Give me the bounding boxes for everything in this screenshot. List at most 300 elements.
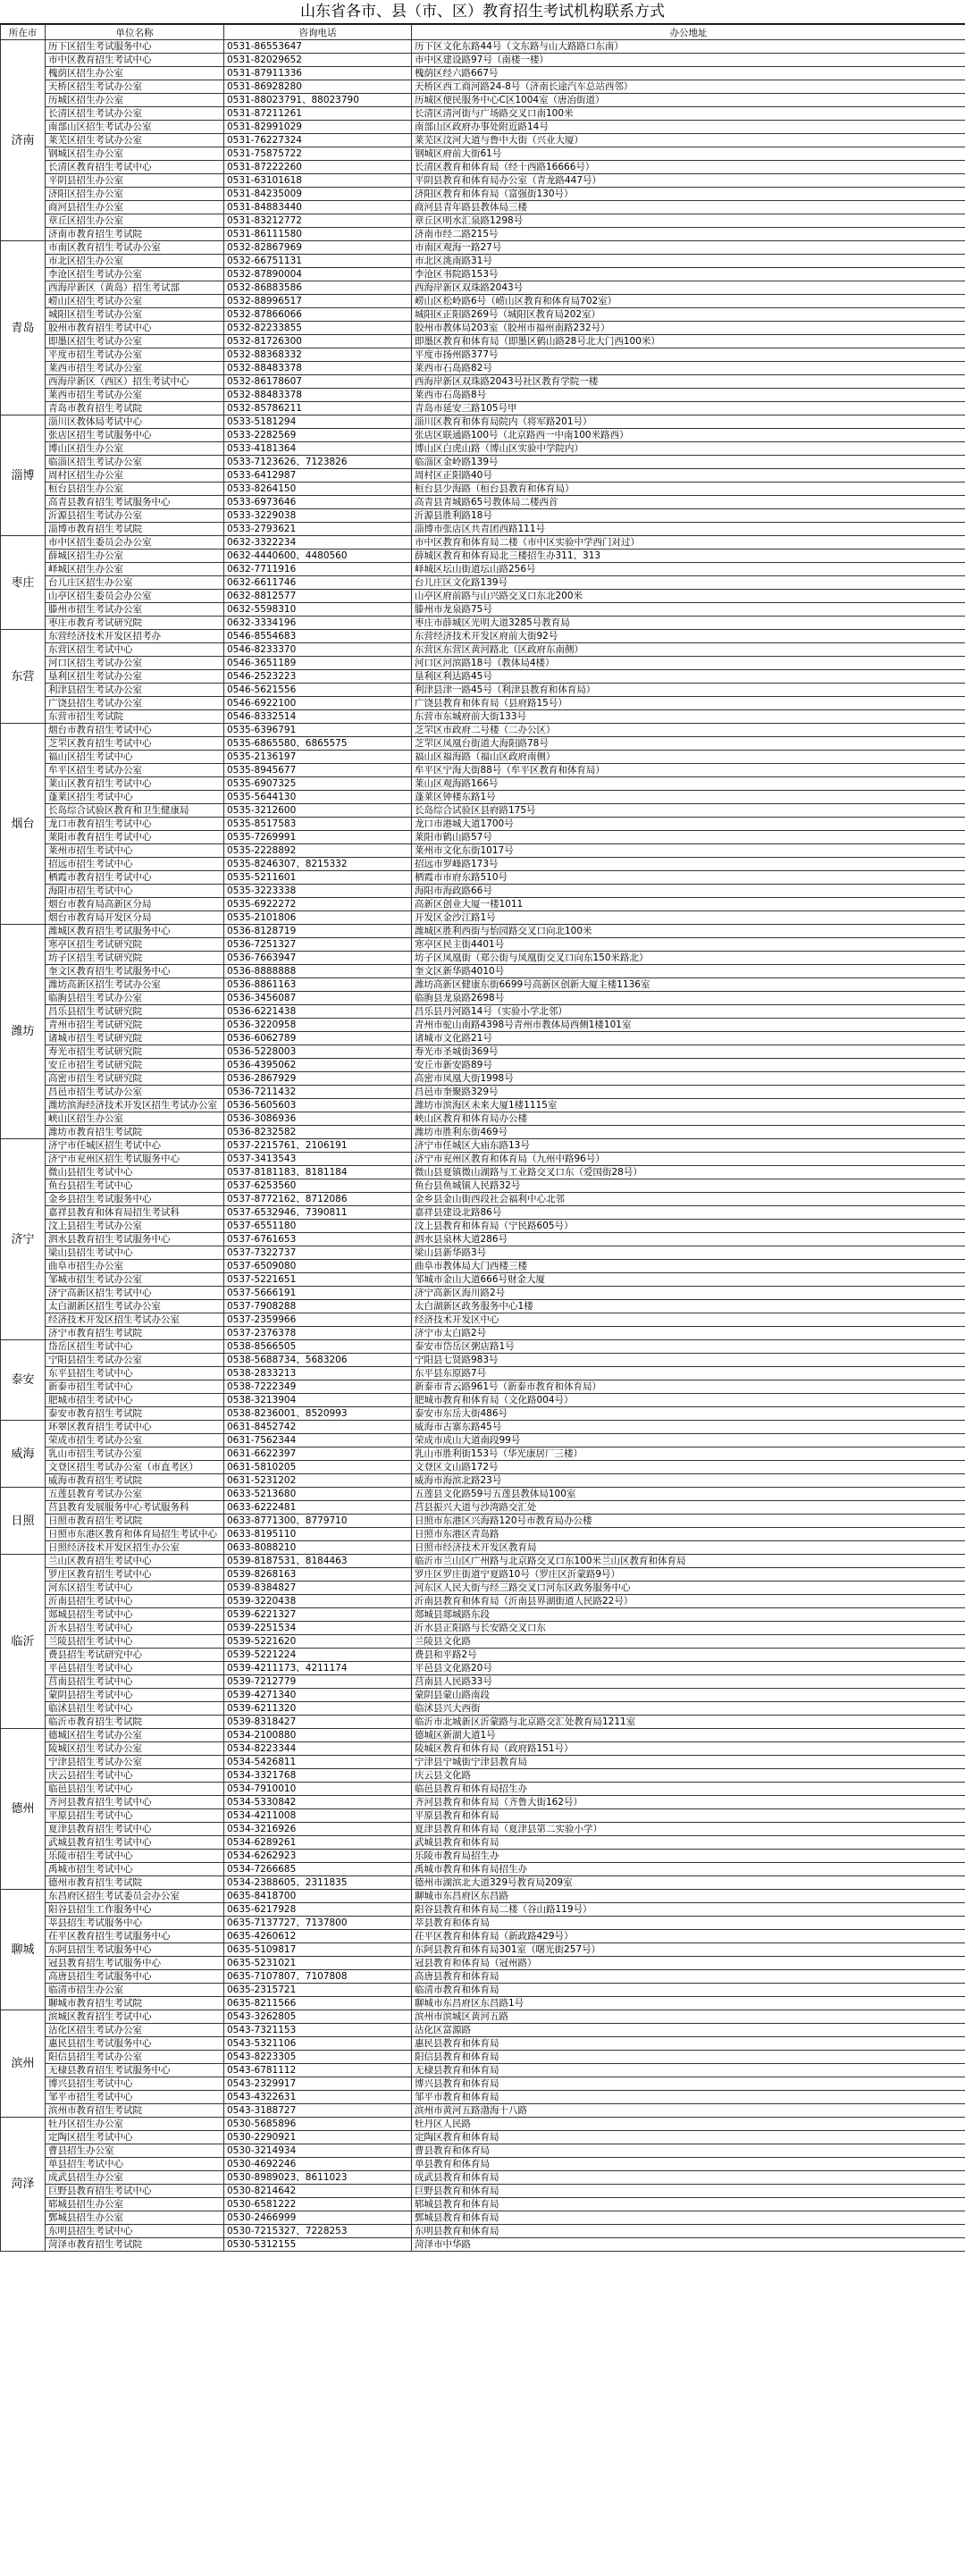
table-row [1,710,965,724]
table-row [1,1769,965,1783]
address-cell: 阳信县教育和体育局 [412,2051,965,2064]
phone-cell: 0536-3220958 [224,1019,412,1032]
unit-name-cell: 陵城区招生考试办公室 [46,1742,224,1756]
unit-name-cell: 天桥区招生考试办公室 [46,80,224,94]
address-cell: 昌乐县丹河路14号（实验小学北邻） [412,1005,965,1019]
unit-name-cell: 日照市东港区教育和体育局招生考试中心 [46,1528,224,1541]
unit-name-cell: 沂南县招生考试中心 [46,1595,224,1608]
unit-name-cell: 高密市招生考试研究院 [46,1072,224,1086]
unit-name-cell: 茌平区教育招生考试服务中心 [46,1930,224,1943]
address-cell: 薛城区教育和体育局北三楼招生办311、313 [412,550,965,563]
table-row [1,871,965,885]
address-cell: 莱州市文化东街1017号 [412,844,965,858]
address-cell: 德州市湖滨北大道329号教育局209室 [412,1876,965,1890]
city-cell: 临沂 [1,1555,46,1729]
unit-name-cell: 德州市教育招生考试院 [46,1876,224,1890]
address-cell: 滨州市滨城区黄河五路 [412,2010,965,2024]
table-row [1,2024,965,2037]
unit-name-cell: 夏津县教育招生考试中心 [46,1823,224,1836]
unit-name-cell: 环翠区教育招生考试中心 [46,1421,224,1434]
phone-cell: 0633-5213680 [224,1488,412,1501]
table-row [1,1354,965,1367]
table-header-row [1,25,965,40]
address-cell: 潍城区胜利西街与怡园路交叉口向北100米 [412,925,965,938]
unit-name-cell: 泰安市教育招生考试院 [46,1407,224,1421]
unit-name-cell: 滕州市招生考试办公室 [46,603,224,617]
address-cell: 巨野县教育和体育局 [412,2185,965,2198]
table-row [1,322,965,335]
table-row [1,1796,965,1809]
table-row [1,777,965,791]
unit-name-cell: 济宁市兖州区招生考试服务中心 [46,1153,224,1166]
phone-cell: 0535-6865580、6865575 [224,737,412,751]
phone-cell: 0537-5221651 [224,1273,412,1287]
address-cell: 淄博市张店区共青团西路111号 [412,523,965,536]
table-row [1,576,965,590]
unit-name-cell: 台儿庄区招生办公室 [46,576,224,590]
address-cell: 莒县振兴大道与沙湾路交汇处 [412,1501,965,1515]
unit-name-cell: 成武县招生办公室 [46,2171,224,2185]
phone-cell: 0533-8264150 [224,482,412,496]
table-row [1,804,965,818]
unit-name-cell: 西海岸新区（西区）招生考试中心 [46,375,224,389]
address-cell: 张店区联通路100号（北京路西一中南100米路西） [412,429,965,442]
address-cell: 鱼台县鱼城镇人民路32号 [412,1179,965,1193]
table-row [1,1327,965,1340]
table-row [1,1555,965,1568]
unit-name-cell: 济宁市教育招生考试院 [46,1327,224,1340]
table-row [1,1501,965,1515]
phone-cell: 0546-8554683 [224,630,412,643]
phone-cell: 0534-6289261 [224,1836,412,1850]
phone-cell: 0532-87866066 [224,308,412,322]
address-cell: 河口区河滨路18号（教体局4楼） [412,657,965,670]
address-cell: 垦利区利达路45号 [412,670,965,684]
unit-name-cell: 梁山县招生考试中心 [46,1246,224,1260]
unit-name-cell: 平原县招生考试中心 [46,1809,224,1823]
unit-name-cell: 太白湖新区招生考试办公室 [46,1300,224,1313]
phone-cell: 0530-2466999 [224,2211,412,2225]
table-row [1,54,965,67]
table-row [1,1246,965,1260]
phone-cell: 0539-8268163 [224,1568,412,1582]
address-cell: 峄城区坛山街道坛山路256号 [412,563,965,576]
address-cell: 潍坊市滨海区未来大厦1楼1115室 [412,1099,965,1112]
table-row [1,482,965,496]
table-row [1,1957,965,1970]
table-row [1,1394,965,1407]
phone-cell: 0539-8384827 [224,1582,412,1595]
table-row [1,523,965,536]
phone-cell: 0537-7322737 [224,1246,412,1260]
unit-name-cell: 潍坊市教育招生考试院 [46,1126,224,1139]
address-cell: 汶上县教育和体育局（宁民路605号） [412,1220,965,1233]
address-cell: 峡山区教育和体育局办公楼 [412,1112,965,1126]
unit-name-cell: 莱西市招生考试办公室 [46,362,224,375]
table-row [1,161,965,174]
unit-name-cell: 龙口市教育招生考试中心 [46,818,224,831]
phone-cell: 0543-3262805 [224,2010,412,2024]
address-cell: 平原县教育和体育局 [412,1809,965,1823]
phone-cell: 0539-4271340 [224,1689,412,1702]
address-cell: 邹城市金山大道666号财金大厦 [412,1273,965,1287]
address-cell: 芝罘区凤凰台街道大海阳路78号 [412,737,965,751]
address-cell: 奎文区新华路4010号 [412,965,965,978]
address-cell: 郓城县教育和体育局 [412,2198,965,2211]
table-row [1,1005,965,1019]
address-cell: 长岛综合试验区县府路175号 [412,804,965,818]
unit-name-cell: 沾化区招生考试办公室 [46,2024,224,2037]
city-cell: 淄博 [1,415,46,536]
address-cell: 日照市东港区兴海路120号市教育局办公楼 [412,1515,965,1528]
table-row [1,603,965,617]
address-cell: 冠县教育和体育局（冠州路） [412,1957,965,1970]
unit-name-cell: 五莲县教育考试办公室 [46,1488,224,1501]
unit-name-cell: 莱州市招生考试中心 [46,844,224,858]
table-row [1,1568,965,1582]
table-row [1,1367,965,1380]
table-row [1,1434,965,1447]
unit-name-cell: 历下区招生考试服务中心 [46,40,224,54]
table-row [1,751,965,764]
unit-name-cell: 乐陵市招生考试中心 [46,1850,224,1863]
table-row [1,1528,965,1541]
phone-cell: 0632-5598310 [224,603,412,617]
phone-cell: 0537-5666191 [224,1287,412,1300]
table-row [1,2051,965,2064]
address-cell: 夏津县教育和体育局（夏津县第二实验小学） [412,1823,965,1836]
table-row [1,402,965,415]
phone-cell: 0543-4322631 [224,2091,412,2104]
address-cell: 肥城市教育和体育局（文化路004号） [412,1394,965,1407]
table-row [1,1541,965,1555]
address-cell: 东明县教育和体育局 [412,2225,965,2238]
phone-cell: 0534-3216926 [224,1823,412,1836]
unit-name-cell: 宁阳县招生考试办公室 [46,1354,224,1367]
address-cell: 无棣县教育和体育局 [412,2064,965,2077]
unit-name-cell: 邹城市招生考试办公室 [46,1273,224,1287]
table-row [1,818,965,831]
unit-name-cell: 牡丹区招生办公室 [46,2118,224,2131]
phone-cell: 0635-5231021 [224,1957,412,1970]
unit-name-cell: 莱西市招生考试办公室 [46,389,224,402]
phone-cell: 0534-2100880 [224,1729,412,1742]
address-cell: 费县和平路2号 [412,1649,965,1662]
phone-cell: 0543-2329917 [224,2077,412,2091]
unit-name-cell: 峡山区招生办公室 [46,1112,224,1126]
address-cell: 济宁市太白路2号 [412,1327,965,1340]
unit-name-cell: 阳信县招生考试办公室 [46,2051,224,2064]
unit-name-cell: 临邑县招生考试中心 [46,1783,224,1796]
address-cell: 太白湖新区政务服务中心1楼 [412,1300,965,1313]
table-row [1,1582,965,1595]
phone-cell: 0533-4181364 [224,442,412,456]
address-cell: 聊城市东昌府区东昌路1号 [412,1997,965,2010]
unit-name-cell: 烟台市教育招生考试中心 [46,724,224,737]
table-row [1,509,965,523]
phone-cell: 0537-8772162、8712086 [224,1193,412,1206]
phone-cell: 0530-4692246 [224,2158,412,2171]
address-cell: 莒南县人民路33号 [412,1675,965,1689]
phone-cell: 0536-2867929 [224,1072,412,1086]
table-row [1,1193,965,1206]
table-row [1,643,965,657]
table-row [1,1139,965,1153]
table-row [1,415,965,429]
table-row [1,1850,965,1863]
address-cell: 牟平区宁海大街88号（牟平区教育和体育局） [412,764,965,777]
phone-cell: 0531-86928280 [224,80,412,94]
unit-name-cell: 长清区招生考试办公室 [46,107,224,121]
phone-cell: 0632-7711916 [224,563,412,576]
phone-cell: 0633-8771300、8779710 [224,1515,412,1528]
address-cell: 寒亭区民主街4401号 [412,938,965,952]
unit-name-cell: 昌邑市招生考试办公室 [46,1086,224,1099]
table-row [1,1809,965,1823]
unit-name-cell: 鄄城县招生办公室 [46,2211,224,2225]
phone-cell: 0533-6973646 [224,496,412,509]
phone-cell: 0631-7562344 [224,1434,412,1447]
unit-name-cell: 蓬莱区招生考试中心 [46,791,224,804]
table-row [1,1019,965,1032]
address-cell: 高密市凤凰大街1998号 [412,1072,965,1086]
address-cell: 泰安市岱岳区粥店路1号 [412,1340,965,1354]
city-cell: 枣庄 [1,536,46,630]
phone-cell: 0635-7137727、7137800 [224,1917,412,1930]
table-row [1,563,965,576]
address-cell: 槐荫区经六路667号 [412,67,965,80]
phone-cell: 0539-8318427 [224,1716,412,1729]
phone-cell: 0536-6062789 [224,1032,412,1045]
address-cell: 长清区教育和体育局（经十西路16666号） [412,161,965,174]
table-row [1,94,965,107]
table-row [1,1166,965,1179]
table-row [1,1313,965,1327]
unit-name-cell: 新泰市招生考试中心 [46,1380,224,1394]
address-cell: 滕州市龙泉路75号 [412,603,965,617]
phone-cell: 0543-8223305 [224,2051,412,2064]
phone-cell: 0543-7321153 [224,2024,412,2037]
phone-cell: 0539-3220438 [224,1595,412,1608]
phone-cell: 0537-7908288 [224,1300,412,1313]
unit-name-cell: 临沭县招生考试中心 [46,1702,224,1716]
unit-name-cell: 招远市招生考试中心 [46,858,224,871]
phone-cell: 0536-6221438 [224,1005,412,1019]
unit-name-cell: 日照市教育招生考试院 [46,1515,224,1528]
address-cell: 历下区文化东路44号（文东路与山大路路口东南） [412,40,965,54]
unit-name-cell: 平度市招生考试办公室 [46,348,224,362]
table-row [1,107,965,121]
table-row [1,1474,965,1488]
address-cell: 滨州市黄河五路渤海十八路 [412,2104,965,2118]
table-row [1,590,965,603]
header-address: 办公地址 [412,25,965,40]
address-cell: 莘县教育和体育局 [412,1917,965,1930]
table-row [1,1783,965,1796]
phone-cell: 0534-3321768 [224,1769,412,1783]
unit-name-cell: 奎文区教育招生考试服务中心 [46,965,224,978]
phone-cell: 0535-6907325 [224,777,412,791]
address-cell: 兰陵县文化路 [412,1635,965,1649]
phone-cell: 0530-3214934 [224,2144,412,2158]
table-row [1,2171,965,2185]
header-phone: 咨询电话 [224,25,412,40]
table-row [1,2037,965,2051]
phone-cell: 0531-84883440 [224,201,412,214]
table-row [1,670,965,684]
address-cell: 博兴县教育和体育局 [412,2077,965,2091]
address-cell: 广饶县教育和体育局（县府路15号） [412,697,965,710]
table-row [1,952,965,965]
phone-cell: 0537-6509080 [224,1260,412,1273]
address-cell: 沾化区富源路 [412,2024,965,2037]
table-row [1,858,965,871]
phone-cell: 0530-8989023、8611023 [224,2171,412,2185]
address-cell: 东营市东城府前大街133号 [412,710,965,724]
phone-cell: 0538-8566505 [224,1340,412,1354]
phone-cell: 0536-7211432 [224,1086,412,1099]
address-cell: 牡丹区人民路 [412,2118,965,2131]
table-row [1,684,965,697]
phone-cell: 0531-76227324 [224,134,412,147]
phone-cell: 0531-86111580 [224,228,412,241]
phone-cell: 0532-82233855 [224,322,412,335]
unit-name-cell: 东营经济技术开发区招考办 [46,630,224,643]
phone-cell: 0537-8181183、8181184 [224,1166,412,1179]
address-cell: 平邑县文化路20号 [412,1662,965,1675]
address-cell: 博山区白虎山路（博山区实验中学院内） [412,442,965,456]
address-cell: 金乡县金山街西段社会福利中心北邻 [412,1193,965,1206]
city-cell: 青岛 [1,241,46,415]
table-row [1,1917,965,1930]
phone-cell: 0539-8187531、8184463 [224,1555,412,1568]
phone-cell: 0532-88996517 [224,295,412,308]
address-cell: 乳山市胜利街153号（华光康居厂三楼） [412,1447,965,1461]
phone-cell: 0536-7663947 [224,952,412,965]
address-cell: 利津县津一路45号（利津县教育和体育局） [412,684,965,697]
table-row [1,1595,965,1608]
table-row [1,1126,965,1139]
phone-cell: 0632-3322234 [224,536,412,550]
address-cell: 历城区便民服务中心C区1004室（唐冶街道） [412,94,965,107]
unit-name-cell: 东阿县招生考试服务中心 [46,1943,224,1957]
unit-name-cell: 垦利区招生考试办公室 [46,670,224,684]
table-row [1,2118,965,2131]
unit-name-cell: 冠县教育招生考试服务中心 [46,1957,224,1970]
table-row [1,1447,965,1461]
phone-cell: 0535-2101806 [224,911,412,925]
address-cell: 威海市海滨北路23号 [412,1474,965,1488]
address-cell: 开发区金沙江路1号 [412,911,965,925]
address-cell: 福山区福海路（福山区政府南侧） [412,751,965,764]
phone-cell: 0532-88368332 [224,348,412,362]
table-row [1,2091,965,2104]
table-row [1,550,965,563]
unit-name-cell: 张店区招生考试服务中心 [46,429,224,442]
address-cell: 莱山区观海路166号 [412,777,965,791]
unit-name-cell: 诸城市招生考试研究院 [46,1032,224,1045]
table-row [1,764,965,777]
phone-cell: 0534-7266685 [224,1863,412,1876]
table-row [1,536,965,550]
table-row [1,724,965,737]
address-cell: 章丘区明水汇泉路1298号 [412,214,965,228]
unit-name-cell: 鱼台县招生考试中心 [46,1179,224,1193]
address-cell: 乐陵市教育局招生办 [412,1850,965,1863]
table-row [1,617,965,630]
phone-cell: 0533-3229038 [224,509,412,523]
address-cell: 临朐县龙泉路2698号 [412,992,965,1005]
address-cell: 蓬莱区钟楼东路1号 [412,791,965,804]
unit-name-cell: 高唐县招生考试服务中心 [46,1970,224,1984]
address-cell: 山亭区府前路与山兴路交叉口东北200米 [412,590,965,603]
table-row [1,1287,965,1300]
phone-cell: 0534-7910010 [224,1783,412,1796]
address-cell: 东平县东原路7号 [412,1367,965,1380]
address-cell: 济宁市兖州区教育和体育局（九州中路96号） [412,1153,965,1166]
unit-name-cell: 市中区招生委员会办公室 [46,536,224,550]
address-cell: 临淄区金岭路139号 [412,456,965,469]
phone-cell: 0635-2315721 [224,1984,412,1997]
unit-name-cell: 安丘市招生考试研究院 [46,1059,224,1072]
table-row [1,188,965,201]
phone-cell: 0543-5321106 [224,2037,412,2051]
table-row [1,697,965,710]
phone-cell: 0538-2833213 [224,1367,412,1380]
address-cell: 招远市罗峰路173号 [412,858,965,871]
phone-cell: 0531-87211261 [224,107,412,121]
table-row [1,1716,965,1729]
address-cell: 市南区观海一路27号 [412,241,965,255]
unit-name-cell: 市北区招生办公室 [46,255,224,268]
phone-cell: 0539-4211173、4211174 [224,1662,412,1675]
address-cell: 宁津县宁城街宁津县教育局 [412,1756,965,1769]
phone-cell: 0533-2793621 [224,523,412,536]
phone-cell: 0532-87890004 [224,268,412,281]
unit-name-cell: 市中区教育招生考试中心 [46,54,224,67]
phone-cell: 0546-2523223 [224,670,412,684]
address-cell: 寿光市圣城街369号 [412,1045,965,1059]
table-row [1,885,965,898]
table-row [1,1153,965,1166]
unit-name-cell: 兰山区教育招生考试中心 [46,1555,224,1568]
unit-name-cell: 芝罘区教育招生考试中心 [46,737,224,751]
table-row [1,1045,965,1059]
address-cell: 即墨区教育和体育局（即墨区鹤山路28号北大门西100米） [412,335,965,348]
table-row [1,1890,965,1903]
phone-cell: 0631-6622397 [224,1447,412,1461]
table-row [1,1273,965,1287]
table-row [1,1032,965,1045]
phone-cell: 0536-8232582 [224,1126,412,1139]
address-cell: 临沂市兰山区广州路与北京路交叉口东100米兰山区教育和体育局 [412,1555,965,1568]
unit-name-cell: 福山区招生考试中心 [46,751,224,764]
phone-cell: 0534-6262923 [224,1850,412,1863]
table-row [1,1086,965,1099]
phone-cell: 0537-6253560 [224,1179,412,1193]
table-row [1,174,965,188]
unit-name-cell: 兰陵县招生考试中心 [46,1635,224,1649]
address-cell: 威海市古寨东路45号 [412,1421,965,1434]
phone-cell: 0539-5221620 [224,1635,412,1649]
unit-name-cell: 潍坊滨海经济技术开发区招生考试办公室 [46,1099,224,1112]
table-row [1,1943,965,1957]
unit-name-cell: 栖霞市教育招生考试中心 [46,871,224,885]
address-cell: 崂山区松岭路6号（崂山区教育和体育局702室） [412,295,965,308]
address-cell: 潍坊高新区健康东街6699号高新区创新大厦主楼1136室 [412,978,965,992]
table-row [1,844,965,858]
address-cell: 台儿庄区文化路139号 [412,576,965,590]
